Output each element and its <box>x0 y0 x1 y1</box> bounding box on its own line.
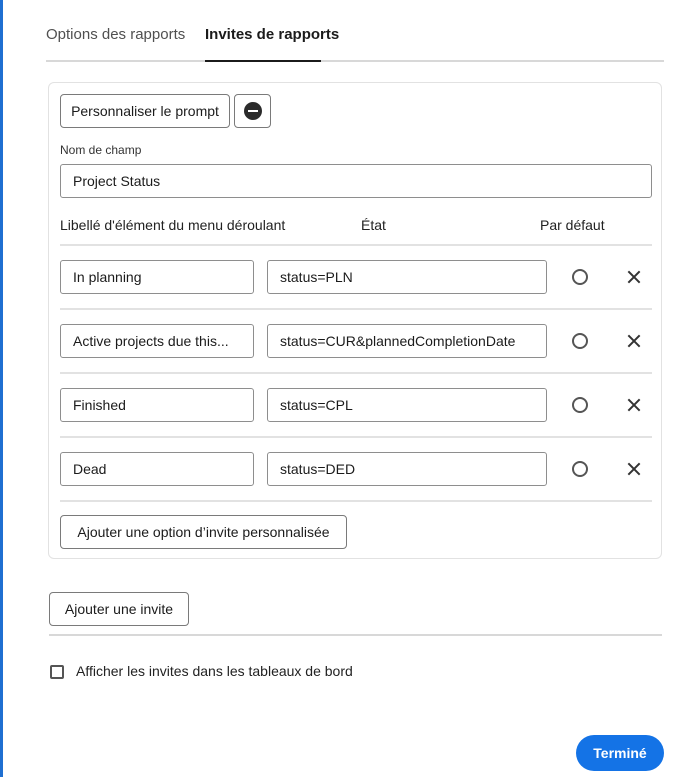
default-radio[interactable] <box>572 269 588 285</box>
column-header-default: Par défaut <box>540 217 605 233</box>
window-left-edge <box>0 0 3 777</box>
option-state-input[interactable] <box>267 324 547 358</box>
column-header-state: État <box>361 217 386 233</box>
option-label-input[interactable] <box>60 260 254 294</box>
row-divider <box>60 308 652 310</box>
show-in-dashboards-label: Afficher les invites dans les tableaux de bord <box>76 663 353 679</box>
default-radio[interactable] <box>572 461 588 477</box>
default-radio[interactable] <box>572 333 588 349</box>
option-state-input[interactable] <box>267 452 547 486</box>
tab-report-prompts[interactable]: Invites de rapports <box>205 26 340 43</box>
delete-option-icon[interactable] <box>624 395 644 415</box>
add-custom-option-button[interactable]: Ajouter une option d’invite personnalisée <box>60 515 347 549</box>
remove-circle-icon <box>244 102 262 120</box>
done-button[interactable]: Terminé <box>576 735 664 771</box>
column-header-label: Libellé d'élément du menu déroulant <box>60 217 286 233</box>
option-label-input[interactable] <box>60 388 254 422</box>
field-name-input[interactable] <box>60 164 652 198</box>
field-name-label: Nom de champ <box>60 143 142 157</box>
customize-prompt-button[interactable]: Personnaliser le prompt <box>60 94 230 128</box>
active-tab-indicator <box>205 60 321 62</box>
delete-option-icon[interactable] <box>624 267 644 287</box>
tab-bar <box>46 0 664 62</box>
row-divider <box>60 244 652 246</box>
option-label-input[interactable] <box>60 452 254 486</box>
row-divider <box>60 436 652 438</box>
remove-prompt-button[interactable] <box>234 94 271 128</box>
delete-option-icon[interactable] <box>624 459 644 479</box>
add-prompt-button[interactable]: Ajouter une invite <box>49 592 189 626</box>
option-state-input[interactable] <box>267 260 547 294</box>
row-divider <box>60 500 652 502</box>
row-divider <box>60 372 652 374</box>
option-label-input[interactable] <box>60 324 254 358</box>
delete-option-icon[interactable] <box>624 331 644 351</box>
section-divider <box>49 634 662 636</box>
tab-report-options[interactable]: Options des rapports <box>46 26 186 43</box>
option-state-input[interactable] <box>267 388 547 422</box>
show-in-dashboards-checkbox[interactable] <box>50 665 64 679</box>
prompt-card <box>48 82 662 559</box>
default-radio[interactable] <box>572 397 588 413</box>
